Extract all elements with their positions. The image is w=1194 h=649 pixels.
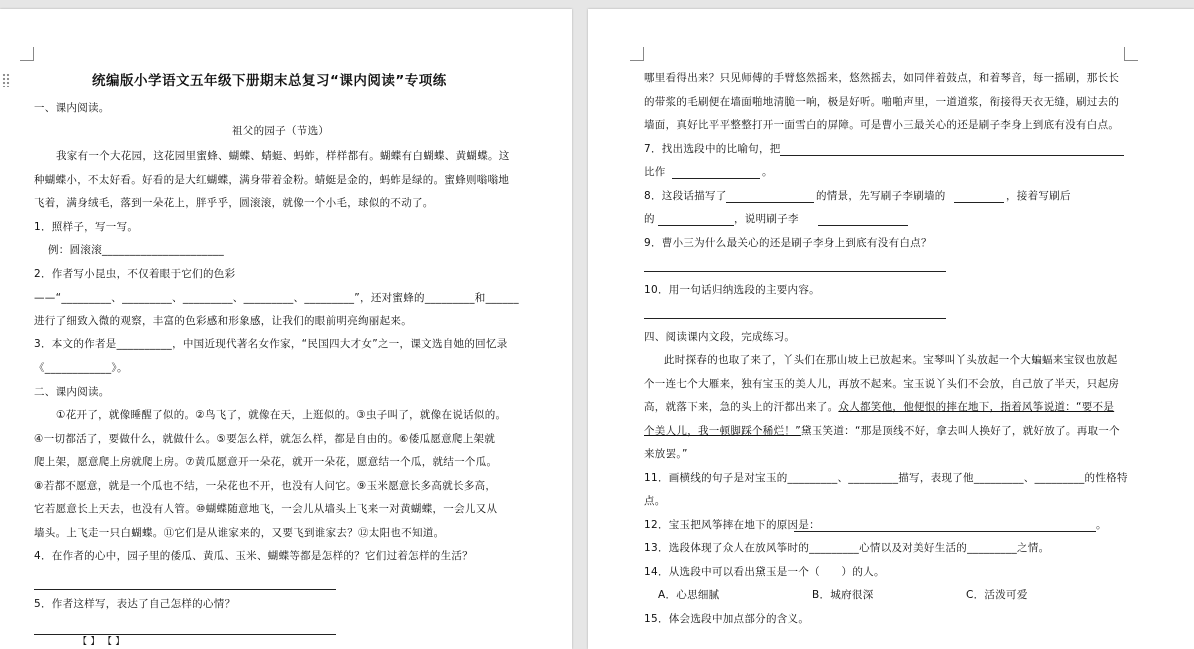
- question-3[interactable]: 3．本文的作者是__________，中国近现代著名女作家，“民国四大才女”之一，课文选自她的回忆录: [34, 338, 508, 350]
- underlined-text: 众人都笑他，他便恨的摔在地下，指着风筝说道：“要不是: [838, 401, 1115, 413]
- question-2-blanks[interactable]: ——“_________、_________、_________、_________、_________”，还对蜜蜂的_________和______: [34, 292, 519, 304]
- passage-line: 此时探春的也取了来了，丫头们在那山坡上已放起来。宝琴叫丫头放起一个大蝙蝠来宝钗也放起: [664, 354, 1118, 366]
- passage-line: [644, 400, 1114, 414]
- question-10: 10．用一句话归纳选段的主要内容。: [644, 284, 820, 296]
- bottom-fragment: 【 】 【 】: [78, 637, 125, 647]
- page-title: 统编版小学语文五年级下册期末总复习“课内阅读”专项练: [92, 73, 447, 89]
- passage-line: [644, 424, 1120, 438]
- answer-blank-8b[interactable]: [954, 202, 1004, 203]
- passage-line: 墙头。上飞走一只白蝴蝶。⑪它们是从谁家来的，又要飞到谁家去？⑫太阳也不知道。: [34, 527, 445, 539]
- crop-mark-top-right: [1124, 47, 1138, 61]
- question-8-mid2: ，说明刷子李: [734, 213, 799, 225]
- question-11[interactable]: 11．画横线的句子是对宝玉的_________、_________描写，表现了他_________、_________的性格特: [644, 472, 1128, 484]
- question-8-continued: 的: [644, 213, 655, 225]
- section-heading-2: 二、课内阅读。: [34, 386, 110, 398]
- question-5: 5．作者这样写，表达了自己怎样的心情？: [34, 598, 236, 610]
- answer-line-9[interactable]: [644, 271, 946, 272]
- answer-blank-8c[interactable]: [658, 225, 734, 226]
- document-page-right: [588, 9, 1194, 649]
- document-page-left: [0, 9, 572, 649]
- answer-blank-8a[interactable]: [726, 202, 814, 203]
- passage-line: ①花开了，就像睡醒了似的。②鸟飞了，就像在天，上逛似的。③虫子叫了，就像在说话似的。: [56, 409, 507, 421]
- question-1: 1．照样子，写一写。: [34, 221, 139, 233]
- period: 。: [762, 166, 773, 178]
- option-b[interactable]: B．城府很深: [812, 589, 874, 601]
- passage-title: 祖父的园子（节选）: [232, 125, 330, 137]
- crop-mark-top-left: [630, 47, 644, 61]
- answer-blank-7a[interactable]: [780, 155, 1124, 156]
- question-9: 9．曹小三为什么最关心的还是刷子李身上到底有没有白点？: [644, 237, 932, 249]
- passage-line: 个一连七个大雁来，独有宝玉的美人儿，再放不起来。宝玉说丫头们不会放，自己放了半天，只起房: [644, 378, 1120, 390]
- option-a[interactable]: A．心思细腻: [658, 589, 720, 601]
- answer-blank-12[interactable]: [794, 531, 1096, 532]
- question-14: 14．从选段中可以看出黛玉是一个（ ）的人。: [644, 566, 885, 578]
- passage-line: 我家有一个大花园，这花园里蜜蜂、蝴蝶、蜻蜓、蚂蚱，样样都有。蝴蝶有白蝴蝶、黄蝴蝶。这: [56, 150, 510, 162]
- period: 。: [1096, 519, 1107, 531]
- passage-line: 它若愿意长上天去，也没有人管。⑩蝴蝶随意地飞，一会儿从墙头上飞来一对黄蝴蝶，一会儿又从: [34, 503, 498, 515]
- question-13[interactable]: 13．选段体现了众人在放风筝时的_________心情以及对美好生活的_________之情。: [644, 542, 1050, 554]
- question-4: 4．在作者的心中，园子里的倭瓜、黄瓜、玉米、蝴蝶等都是怎样的？它们过着怎样的生活？: [34, 550, 473, 562]
- question-12: 12．宝玉把风筝摔在地下的原因是：: [644, 519, 820, 531]
- passage-line: 飞着，满身绒毛，落到一朵花上，胖乎乎，圆滚滚，就像一个小毛，球似的不动了。: [34, 197, 434, 209]
- passage-line: 种蝴蝶小，不太好看。好看的是大红蝴蝶，满身带着金粉。蜻蜓是金的，蚂蚱是绿的。蜜蜂则嗡嗡地: [34, 174, 510, 186]
- answer-line-10[interactable]: [644, 318, 946, 319]
- passage-text: 高，就落下来，急的头上的汗都出来了。: [644, 401, 839, 413]
- question-7: 7．找出选段中的比喻句，把: [644, 143, 781, 155]
- question-11-end: 点。: [644, 495, 666, 507]
- answer-line-4[interactable]: [34, 589, 336, 590]
- question-8: 8．这段话描写了: [644, 190, 727, 202]
- passage-line: 来放罢。”: [644, 448, 688, 460]
- question-8-mid: 的情景，先写刷子李刷墙的: [816, 190, 946, 202]
- question-7-continued: 比作: [644, 166, 666, 178]
- answer-blank-8d[interactable]: [818, 225, 908, 226]
- question-2-end: 进行了细致入微的观察，丰富的色彩感和形象感，让我们的眼前明亮绚丽起来。: [34, 315, 412, 327]
- section-heading-4: 四、阅读课内文段，完成练习。: [644, 331, 796, 343]
- passage-line: 爬上架，愿意爬上房就爬上房。⑦黄瓜愿意开一朵花，就开一朵花，愿意结一个瓜，就结一个瓜。: [34, 456, 498, 468]
- question-2: 2．作者写小昆虫，不仅着眼于它们的色彩: [34, 268, 236, 280]
- answer-blank-7b[interactable]: [672, 178, 760, 179]
- underlined-text: 个美人儿，我一顿脚踩个稀烂！”: [644, 425, 801, 437]
- drag-handle-icon[interactable]: [2, 73, 10, 87]
- question-3-book[interactable]: 《____________》。: [34, 362, 128, 374]
- passage-line: ⑧若都不愿意，就是一个瓜也不结，一朵花也不开，也没有人问它。⑨玉米愿意长多高就长多高，: [34, 480, 497, 492]
- question-8-end: ，接着写刷后: [1006, 190, 1071, 202]
- question-1-example[interactable]: 例：圆滚滚______________________: [48, 244, 225, 256]
- passage-line: 墙面，真好比平平整整打开一面雪白的屏障。可是曹小三最关心的还是刷子李身上到底有没有白点。: [644, 119, 1120, 131]
- passage-line: ④一切都活了，要做什么，就做什么。⑤要怎么样，就怎么样，都是自由的。⑥倭瓜愿意爬上架就: [34, 433, 496, 445]
- crop-mark-top-left: [20, 47, 34, 61]
- passage-line: 哪里看得出来？只见师傅的手臂悠然摇来，悠然摇去，如同伴着鼓点，和着琴音，每一摇刷，那长长: [644, 72, 1120, 84]
- passage-line: 的带浆的毛刷便在墙面啪地清脆一响，极是好听。啪啪声里，一道道浆，衔接得天衣无缝，刷过去的: [644, 96, 1120, 108]
- question-15: 15．体会选段中加点部分的含义。: [644, 613, 810, 625]
- passage-text: 黛玉笑道：“那是顶线不好，拿去叫人换好了，就好放了。再取一个: [800, 425, 1120, 437]
- option-c[interactable]: C．活泼可爱: [966, 589, 1028, 601]
- section-heading-1: 一、课内阅读。: [34, 102, 110, 114]
